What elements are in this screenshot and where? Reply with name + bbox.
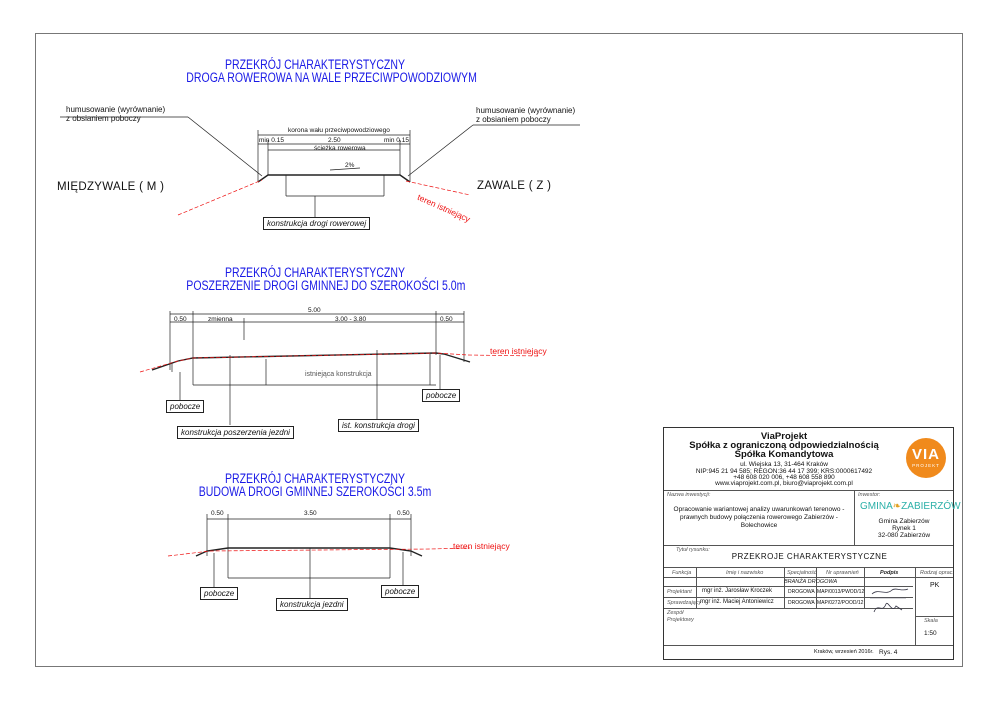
left-humus-note-line1: humusowanie (wyrównanie) xyxy=(66,105,166,114)
s1-terrain-label: teren istniejący xyxy=(415,192,472,225)
s2-shoulder-right: pobocze xyxy=(422,389,460,402)
investor-address xyxy=(854,518,954,539)
investment-label: Nazwa inwestycji: xyxy=(667,492,711,498)
s3-dim-right: 0.50 xyxy=(397,510,410,517)
designer-number: MAP/0013/PWOD/12 xyxy=(817,589,865,595)
section2-title-line2: POSZERZENIE DROGI GMINNEJ DO SZEROKOŚCI 5.0m xyxy=(186,278,466,293)
tb-divider xyxy=(664,645,953,646)
right-side-label: ZAWALE ( Z ) xyxy=(477,180,552,192)
s2-existing-road-label: ist. konstrukcja drogi xyxy=(338,419,419,432)
team-label xyxy=(667,610,694,624)
s2-dim-total: 5.00 xyxy=(308,307,321,314)
right-humus-note xyxy=(476,106,575,124)
team-label-1: Zespół xyxy=(667,610,684,616)
s3-dim-left: 0.50 xyxy=(211,510,224,517)
tb-divider xyxy=(915,616,953,617)
scale-label: Skala xyxy=(924,618,938,624)
tb-col xyxy=(784,567,785,608)
signatures-icon xyxy=(868,584,912,618)
gmina-logo-b: ZABIERZÓW xyxy=(901,501,961,512)
branch-label: BRANŻA DROGOWA xyxy=(784,579,838,585)
investment-name xyxy=(664,506,854,530)
checker-role: Sprawdzający xyxy=(667,600,702,606)
section3-title xyxy=(186,472,443,498)
checker-number: MAP/0272/POOD/12 xyxy=(817,600,864,606)
s2-widening-label: konstrukcja poszerzenia jezdni xyxy=(177,426,294,439)
designer-role: Projektant xyxy=(667,589,692,595)
section3-title-line1: PRZEKRÓJ CHARAKTERYSTYCZNY xyxy=(224,471,406,486)
col-rodzaj: Rodzaj oprac. xyxy=(920,570,954,576)
company-web: www.viaprojekt.com.pl, biuro@viaprojekt.com.pl xyxy=(715,480,853,487)
s3-shoulder-right: pobocze xyxy=(381,585,419,598)
s3-construction-label: konstrukcja jezdni xyxy=(276,598,348,611)
section1-title-line2: DROGA ROWEROWA NA WALE PRZECIWPOWODZIOWYM xyxy=(186,70,477,85)
right-humus-note-line2: z obsianiem poboczy xyxy=(476,115,551,124)
logo-subtext: PROJEKT xyxy=(912,463,940,468)
checker-name: mgr inż. Maciej Antoniewicz xyxy=(700,599,774,605)
investment-name-2: prawnych budowy połączenia rowerowego Zabierzów - xyxy=(680,514,838,521)
col-funkcja: Funkcja xyxy=(672,570,692,576)
section1-title xyxy=(186,57,477,85)
drawing-title-label: Tytuł rysunku: xyxy=(676,547,710,553)
left-side-label: MIĘDZYWALE ( M ) xyxy=(57,181,165,193)
s1-dim-crown: korona wału przeciwpowodziowego xyxy=(288,127,390,134)
s1-dim-left: min 0.15 xyxy=(259,137,284,144)
left-humus-note-line2: z obsianiem poboczy xyxy=(66,114,141,123)
place-date: Kraków, wrzesień 2016r. xyxy=(814,649,874,655)
investment-name-3: Bolechowice xyxy=(740,522,778,529)
s2-dim-right: 0.50 xyxy=(440,316,453,323)
logo-text: VIA xyxy=(911,446,940,463)
s2-existing-label: istniejąca konstrukcja xyxy=(305,371,372,378)
company-registry: NIP:945 21 94 585; REGON:36 44 17 399; KRS:0000617492 xyxy=(695,468,873,475)
section1-title-line1: PRZEKRÓJ CHARAKTERYSTYCZNY xyxy=(224,57,406,72)
s3-shoulder-left: pobocze xyxy=(200,587,238,600)
section2-title-line1: PRZEKRÓJ CHARAKTERYSTYCZNY xyxy=(224,265,406,280)
s1-construction-label: konstrukcja drogi rowerowej xyxy=(263,217,370,230)
investor-2: Rynek 1 xyxy=(892,525,916,532)
left-humus-note xyxy=(66,105,165,123)
designer-name: mgr inż. Jarosław Kroczek xyxy=(702,588,773,594)
investor-3: 32-080 Zabierzów xyxy=(877,532,931,539)
s3-dim-mid: 3.50 xyxy=(304,510,317,517)
investor-1: Gmina Zabierzów xyxy=(878,518,930,525)
scale-value: 1:50 xyxy=(924,630,937,637)
s2-dim-var: zmienna xyxy=(208,316,233,323)
col-uprawnienia: Nr uprawnień xyxy=(826,570,859,576)
col-podpis: Podpis xyxy=(880,570,899,576)
s1-dim-path: ścieżka rowerowa xyxy=(314,145,366,152)
team-label-2: Projektowy xyxy=(667,617,694,623)
s3-terrain-label: teren istniejący xyxy=(453,541,510,551)
drawing-title: PRZEKROJE CHARAKTERYSTYCZNE xyxy=(731,552,888,561)
rodzaj-value: PK xyxy=(930,582,940,589)
gmina-logo-a: GMINA xyxy=(860,501,893,512)
s1-dim-mid: 2.50 xyxy=(328,137,341,144)
designer-spec: DROGOWA xyxy=(788,589,815,595)
col-specjalnosc: Specjalność xyxy=(787,570,817,576)
company-address: ul. Wiejska 13, 31-464 Kraków xyxy=(740,461,828,468)
viaprojekt-logo-icon xyxy=(906,438,946,478)
tb-divider xyxy=(664,490,953,491)
s2-terrain-label: teren istniejący xyxy=(490,346,547,356)
company-name-2: Spółka z ograniczoną odpowiedzialnością xyxy=(689,440,879,451)
section3-title-line2: BUDOWA DROGI GMINNEJ SZEROKOŚCI 3.5m xyxy=(198,484,432,499)
company-name-1: ViaProjekt xyxy=(760,431,808,442)
s2-dim-left: 0.50 xyxy=(174,316,187,323)
gmina-logo-icon: GMINA❧ZABIERZÓW xyxy=(860,501,961,512)
s2-dim-mid: 3.00 - 3.80 xyxy=(335,316,367,323)
figure-number: Rys. 4 xyxy=(879,649,898,656)
company-name-3: Spółka Komandytowa xyxy=(734,449,834,460)
tb-col xyxy=(915,567,916,645)
tb-divider xyxy=(664,545,953,546)
company-phone: +48 608 020 006, +48 608 558 890 xyxy=(733,474,835,481)
s1-dim-right: min 0.15 xyxy=(384,137,409,144)
s2-shoulder-left: pobocze xyxy=(166,400,204,413)
investment-name-1: Opracowanie wariantowej analizy uwarunkowań terenowo - xyxy=(673,506,845,513)
title-block xyxy=(663,427,961,660)
tb-divider xyxy=(664,577,953,578)
s1-slope: 2% xyxy=(345,162,355,169)
investor-label: Inwestor: xyxy=(858,492,881,498)
checker-spec: DROGOWA xyxy=(788,600,815,606)
col-imie: Imię i nazwisko xyxy=(726,570,764,576)
tb-divider xyxy=(664,567,953,568)
section2-title xyxy=(186,265,466,293)
section3-linework xyxy=(168,514,470,598)
tb-col xyxy=(864,567,865,608)
right-humus-note-line1: humusowanie (wyrównanie) xyxy=(476,106,576,115)
